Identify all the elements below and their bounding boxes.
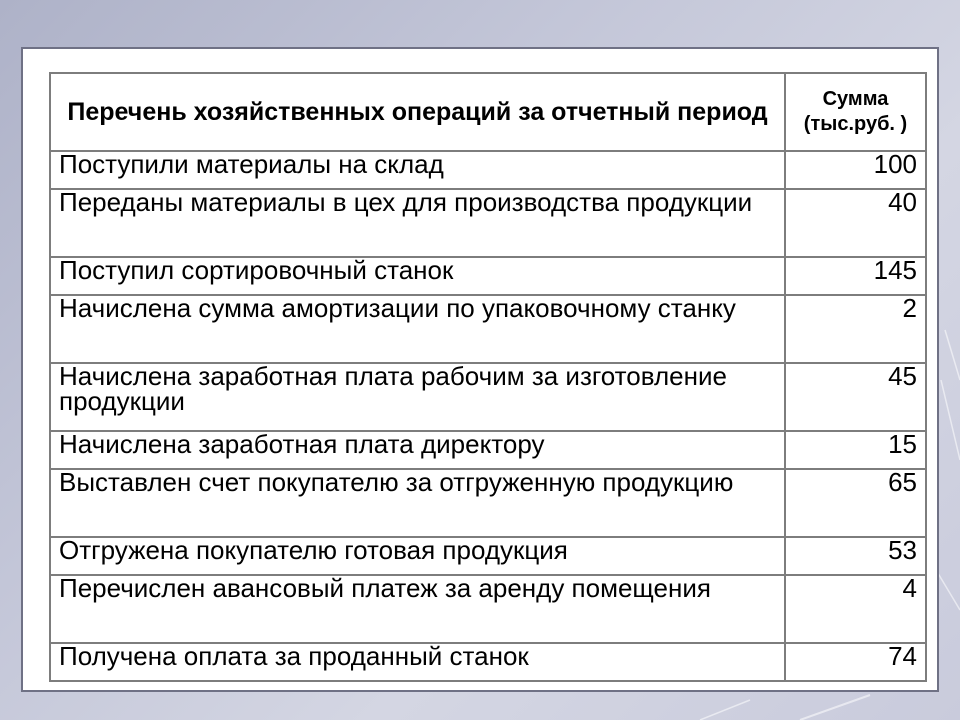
row-amount: 2	[785, 295, 926, 363]
row-description: Начислена заработная плата рабочим за изготовление продукции	[50, 363, 785, 431]
row-amount: 45	[785, 363, 926, 431]
row-description: Выставлен счет покупателю за отгруженную продукцию	[50, 469, 785, 537]
table-row	[50, 469, 926, 537]
row-description: Переданы материалы в цех для производства продукции	[50, 189, 785, 257]
table-row	[50, 295, 926, 363]
row-amount: 145	[785, 257, 926, 295]
row-amount: 100	[785, 151, 926, 189]
table-row	[50, 257, 926, 295]
row-description: Перечислен авансовый платеж за аренду помещения	[50, 575, 785, 643]
header-amount: Сумма (тыс.руб. )	[785, 73, 926, 151]
row-amount: 53	[785, 537, 926, 575]
slide-frame	[21, 47, 939, 692]
row-description: Получена оплата за проданный станок	[50, 643, 785, 681]
table-row	[50, 537, 926, 575]
row-description: Поступил сортировочный станок	[50, 257, 785, 295]
row-description: Начислена сумма амортизации по упаковочному станку	[50, 295, 785, 363]
row-amount: 15	[785, 431, 926, 469]
table-row	[50, 189, 926, 257]
row-description: Начислена заработная плата директору	[50, 431, 785, 469]
row-description: Отгружена покупателю готовая продукция	[50, 537, 785, 575]
table-row	[50, 363, 926, 431]
operations-table	[49, 72, 927, 682]
table-row	[50, 575, 926, 643]
row-amount: 65	[785, 469, 926, 537]
header-description: Перечень хозяйственных операций за отчетный период	[50, 73, 785, 151]
row-amount: 4	[785, 575, 926, 643]
row-description: Поступили материалы на склад	[50, 151, 785, 189]
table-row	[50, 151, 926, 189]
table-header-row	[50, 73, 926, 151]
table-row	[50, 643, 926, 681]
row-amount: 74	[785, 643, 926, 681]
table-row	[50, 431, 926, 469]
row-amount: 40	[785, 189, 926, 257]
